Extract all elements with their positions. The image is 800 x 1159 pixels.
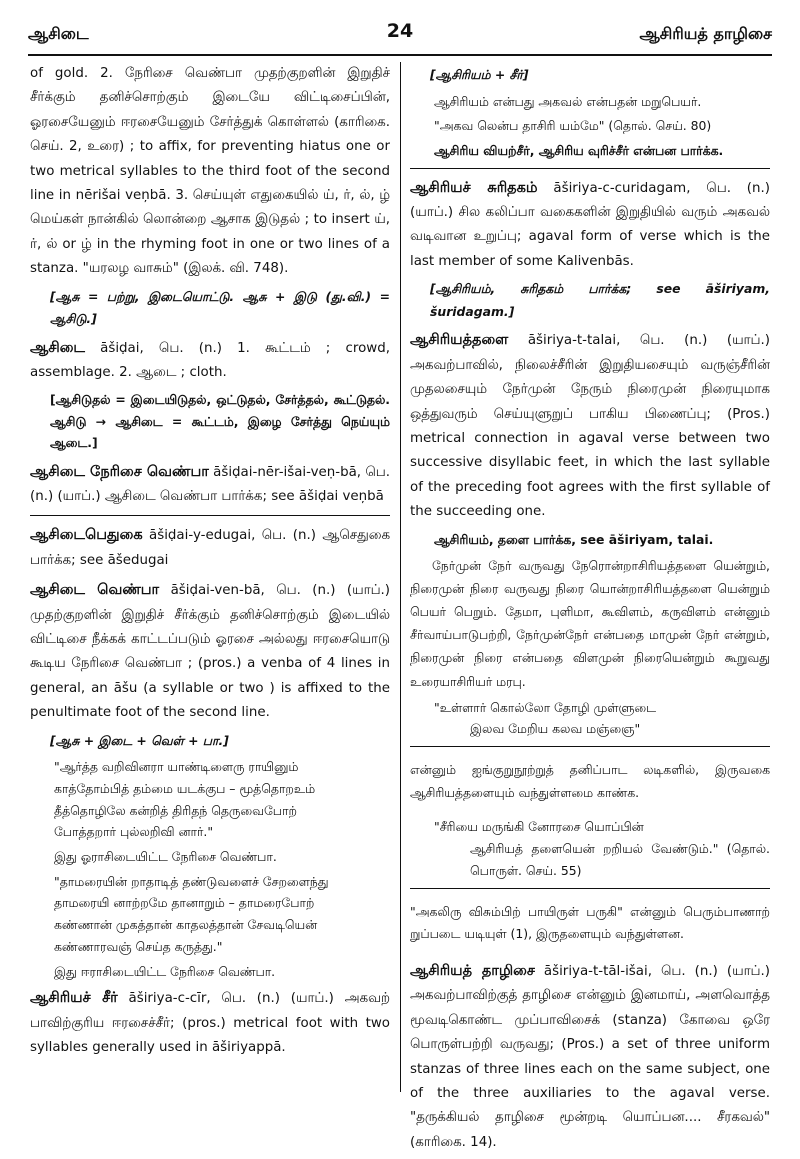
entry-body: āšiḍai-ven-bā, பெ. (n.) (யாப்.) முதற்குறளின் இறுதிச் சீர்க்கும் தனிச்சொற்கும் இடையில் விட்டிசை நீக்கக் காட்டப்படும் ஓரசை அல்லது ஈரசையொடு கூடிய நேரிசை வெண்பா ; (pros.) a venba of 4 lines in general, an āšu (a syllable or two ) is affixed to the penultimate foot of the second line.: [30, 583, 391, 721]
entry-asidai-edugai: [30, 522, 390, 573]
column-divider: [400, 62, 401, 1092]
cross-reference: ஆசிரிய வியற்சீர், ஆசிரிய வுரிச்சீர் என்பன பார்க்க.: [434, 142, 724, 158]
entry-continuation: of gold. 2. நேரிசை வெண்பா முதற்குறளின் இறுதிச் சீர்க்கும் தனிச்சொற்கும் இடையே விட்டிசைப்பின், ஓரசையேனும் ஈரசையேனும் சேர்த்துக் கொள்ளல் (காரிகை. செய். 2, உரை) ; to affix, for preventing hiatus one or two metrical syllables to the third foot of the second line in nērišai veņbā. 3. செய்யுள் எதுகையில் ய், ர், ல், ழ் மெய்கள் நான்கில் லொன்றை ஆசாக இடுதல் ; to insert ய், ர், ல் or ழ் in the rhyming foot in one or two lines of a stanza. "யரலழ வாசும்" (இலக். வி. 748).: [30, 66, 390, 277]
entry-separator: [410, 746, 770, 747]
verse-line: கண்ணான் முகத்தான் காதலத்தான் சேவடியென்: [54, 917, 318, 933]
quotation-verse-2: [30, 871, 390, 958]
headword: ஆசிரியத் தாழிசை: [410, 963, 535, 979]
left-column: [30, 62, 390, 1064]
entry-body: āširiya-t-talai, பெ. (n.) (யாப்.) அகவற்பாவில், நிலைச்சீரின் இறுதியசையும் வருஞ்சீரின் முதலசையும் நேர்முன் நேரும் நிரைமுன் நிரையுமாக ஒத்துவரும் செய்யுளுறுப் பாகிய பிணைப்பு; (Pros.) metrical connection in agaval verse between two successive disyllabic feet, in which the last syllable of the preceding foot agrees with the first syllable of the succeeding one.: [410, 333, 770, 520]
headword: ஆசிடைபெதுகை: [30, 527, 143, 544]
verse-line: "தாமரையின் றாதாடித் தண்டுவளைச் சேறளைந்து: [54, 873, 329, 889]
verse-line: தாமரையி னாற்றமே தானாறும் – தாமரைபோற்: [54, 895, 315, 911]
verse-line: "ஆர்த்த வறிவினரா யாண்டிளைரு ராயினும்: [54, 759, 299, 775]
reference-quote: "அகவ லென்ப தாசிரி யம்மே" (தொல். செய். 80): [434, 118, 712, 134]
entry-body: āšiḍai-y-edugai, பெ. (n.) ஆசெதுகை பார்க்க; see āšedugai: [30, 528, 391, 568]
entry-body: āšiḍai-nēr-išai-veṇ-bā, பெ. (n.) (யாப்.) ஆசிடை வெண்பா பார்க்க; see āšiḍai veņbā: [30, 464, 390, 505]
verse-line: தீத்தொழிலே கன்றித் திரிதந் தெருவைபோற்: [54, 802, 297, 818]
entry-asidai-venba: [30, 577, 390, 725]
right-column: [410, 62, 770, 1159]
verse-line: காத்தோம்பித் தம்மை யடக்குப – மூத்தொறஉம்: [54, 780, 316, 796]
header-left-guideword: ஆசிடை: [28, 24, 89, 43]
explanatory-paragraph: நேர்முன் நேர் வருவது நேரொன்றாசிரியத்தளை யென்றும், நிரைமுன் நிரை வருவது நிரை யொன்றாசிரியத்தளை யென்றும் பெயர் பெறும். தேமா, புளிமா, கூவிளம், கருவிளம் என்னும் சீர்வாய்பாடுபற்றி, நேர்முன்நேர் என்பதை மாமுன் நேர் என்றும், நிரைமுன் நிரை என்பதை விளமுன் நிரையென்றும் கூறுவது உரையாசிரியர் மரபு.: [410, 558, 770, 689]
quotation-note: இது ஓராசிடையிட்ட நேரிசை வெண்பா.: [54, 848, 277, 864]
etymology-note: [ஆசு = பற்று, இடையொட்டு. ஆசு + இடு (து.வி.) = ஆசிடு.]: [50, 288, 390, 327]
entry-asidai-nerisai-venba: [30, 459, 390, 510]
entry-asidai: [30, 335, 390, 386]
page-number: 24: [386, 20, 414, 42]
quotation-note: என்னும் ஐங்குறுநூற்றுத் தனிப்பாட லடிகளில், இருவகை ஆசிரியத்தளையும் வந்துள்ளமை காண்க.: [410, 762, 770, 800]
etymology-note: [ஆசிடுதல் = இடையிடுதல், ஒட்டுதல், சேர்த்தல், கூட்டுதல். ஆசிடு → ஆசிடை = கூட்டம், இழை சேர்த்து நெய்யும் ஆடை.]: [50, 392, 390, 450]
etymology-note: [ஆசிரியம், சுரிதகம் பார்க்க; see āširiyam, šuridagam.]: [430, 281, 770, 319]
entry-asiriyac-cir: [30, 985, 390, 1060]
entry-separator: [410, 168, 770, 169]
verse-line: இலவ மேறிய கலவ மஞ்ஞை": [470, 721, 641, 737]
entry-asiriyat-talisai: [410, 958, 770, 1155]
headword: ஆசிரியச் சீர்: [30, 990, 118, 1007]
entry-body: āširiya-t-tāl-išai, பெ. (n.) (யாப்.) அகவற்பாவிற்குத் தாழிசை என்னும் இனமாய், அளவொத்த மூவடிகொண்ட முப்பாவிசைக் (stanza) கோவை ஒரே பொருள்பற்றி வருவது; (Pros.) a set of three uniform stanzas of three lines each on the same subject, one of the three auxiliaries to the agaval verse. "தருக்கியல் தாழிசை மூன்றடி யொப்பன.... சீரகவல்" (காரிகை. 14).: [410, 964, 771, 1150]
cross-reference: ஆசிரியம், தளை பார்க்க, see āširiyam, talai.: [434, 531, 714, 547]
etymology-note: [ஆசு + இடை + வெள் + பா.]: [50, 732, 229, 748]
reference-text: ஆசிரியம் என்பது அகவல் என்பதன் மறுபெயர்.: [434, 93, 702, 109]
entry-separator: [30, 515, 390, 516]
headword: ஆசிடை வெண்பா: [30, 582, 160, 599]
headword: ஆசிடை நேரிசை வெண்பா: [30, 463, 209, 480]
headword: ஆசிடை: [30, 339, 85, 356]
headword: ஆசிரியச் சுரிதகம்: [410, 179, 538, 196]
quotation-verse-4: [410, 816, 770, 881]
verse-line: போத்தறார் புல்லறிவி னார்.": [54, 824, 214, 840]
verse-line: "சீரியை மருங்கி னோரசை யொப்பின்: [434, 819, 644, 835]
entry-asiriyac-curidagam: [410, 175, 770, 275]
quotation-verse-1: [30, 756, 390, 843]
entry-separator: [410, 888, 770, 889]
verse-line: ஆசிரியத் தளையென் றறியல் வேண்டும்." (தொல். பொருள். செய். 55): [470, 841, 770, 878]
entry-body: āširiya-c-cīr, பெ. (n.) (யாப்.) அகவற் பாவிற்குரிய ஈரசைச்சீர்; (pros.) metrical foot with two syllables generally used in āširiyappā.: [30, 991, 391, 1055]
entry-asiriyat-talai: [410, 327, 770, 524]
headword: ஆசிரியத்தளை: [410, 332, 509, 349]
entry-body: āširiya-c-curidagam, பெ. (n.) (யாப்.) சில கலிப்பா வகைகளின் இறுதியில் வரும் அகவல் வடிவான உறுப்பு; agaval form of verse which is the last member of some Kalivenbās.: [410, 180, 770, 269]
quotation-verse-3: [410, 697, 770, 740]
quotation-note: "அகலிரு விசும்பிற் பாயிருள் பருகி" என்னும் பெரும்பாணாற் றுப்படை யடியுள் (1), இருதளையும் வந்துள்ளன.: [410, 903, 770, 942]
header-right-guideword: ஆசிரியத் தாழிசை: [639, 24, 772, 43]
page-header: [28, 18, 772, 56]
etymology-note: [ஆசிரியம் + சீர்]: [430, 67, 529, 82]
verse-line: "உள்ளார் கொல்லோ தோழி முள்ளுடை: [434, 699, 656, 715]
quotation-note: இது ஈராசிடையிட்ட நேரிசை வெண்பா.: [54, 963, 276, 979]
verse-line: கண்ணாரவஞ் செய்த கருத்து.": [54, 938, 223, 954]
entry-body: āšiḍai, பெ. (n.) 1. கூட்டம் ; crowd, assemblage. 2. ஆடை ; cloth.: [30, 340, 390, 381]
